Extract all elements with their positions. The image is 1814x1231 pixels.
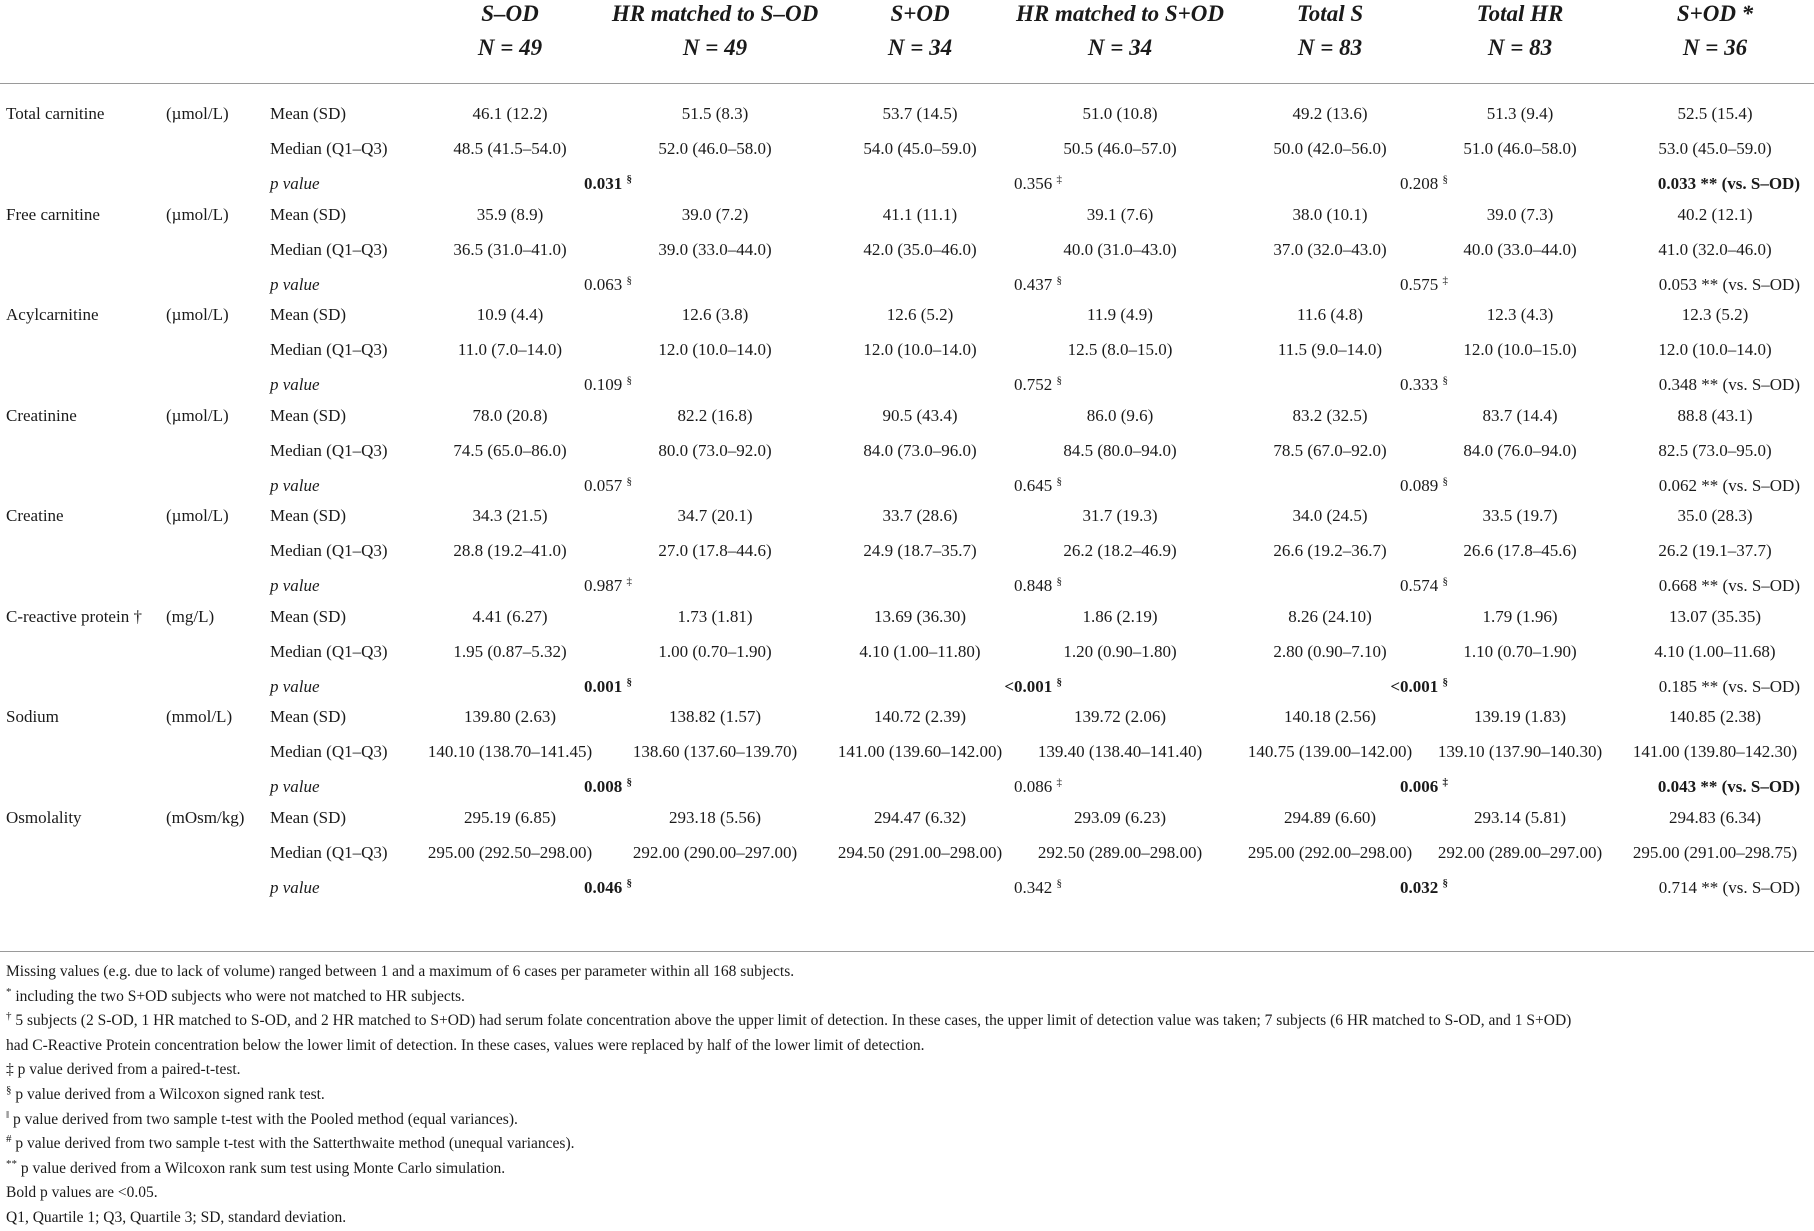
footnote-text: p value derived from a Wilcoxon signed rank test. <box>11 1085 325 1103</box>
p-value: 0.356 <box>1014 174 1053 193</box>
mean-sd-cell: 33.5 (19.7) <box>1482 506 1558 525</box>
mean-sd-cell: 39.0 (7.3) <box>1486 204 1554 224</box>
median-iqr-cell: 50.0 (42.0–56.0) <box>1273 139 1387 158</box>
mean-sd-cell: 83.2 (32.5) <box>1292 405 1368 425</box>
stat-label: Mean (SD) <box>270 104 347 123</box>
mean-sd-cell: 10.9 (4.4) <box>476 305 544 324</box>
footnote-marker: ** <box>6 1157 17 1170</box>
median-iqr-cell: 139.10 (137.90–140.30) <box>1437 742 1603 761</box>
column-name: Total S <box>1296 1 1364 26</box>
mean-sd-cell: 4.41 (6.27) <box>472 606 548 626</box>
median-iqr-cell: 1.10 (0.70–1.90) <box>1463 641 1577 661</box>
test-marker: § <box>1442 474 1448 487</box>
mean-sd-cell: 88.8 (43.1) <box>1677 405 1753 425</box>
test-marker: § <box>1056 575 1062 588</box>
test-marker: § <box>1442 173 1448 186</box>
table-row <box>0 433 1814 468</box>
p-value: 0.046 <box>584 877 623 897</box>
stat-label: Mean (SD) <box>270 807 347 827</box>
p-value: 0.086 <box>1014 777 1053 796</box>
mean-sd-cell: 49.2 (13.6) <box>1292 104 1368 123</box>
p-value-cell <box>1014 870 1062 905</box>
parameter-unit: (µmol/L) <box>166 204 229 224</box>
stat-label: Median (Q1–Q3) <box>270 541 388 560</box>
test-marker: § <box>1442 575 1448 588</box>
median-iqr-cell: 11.5 (9.0–14.0) <box>1277 340 1383 359</box>
parameter-unit: (mmol/L) <box>166 707 233 726</box>
footnote-text: had C-Reactive Protein concentration below the lower limit of detection. In these cases, values were replaced by half of the lower limit of detection. <box>6 1036 925 1054</box>
median-iqr-cell: 74.5 (65.0–86.0) <box>453 440 567 460</box>
column-name: S+OD <box>890 1 950 26</box>
footnote <box>6 1009 1806 1034</box>
table-row <box>0 96 1814 131</box>
mean-sd-cell: 38.0 (10.1) <box>1292 204 1368 224</box>
mean-sd-cell: 11.9 (4.9) <box>1087 305 1153 324</box>
stat-label: p value <box>270 676 320 696</box>
median-iqr-cell: 54.0 (45.0–59.0) <box>863 139 977 158</box>
header-rule <box>0 83 1814 84</box>
median-iqr-cell: 50.5 (46.0–57.0) <box>1063 139 1177 158</box>
table-row <box>0 332 1814 367</box>
mean-sd-cell: 34.3 (21.5) <box>472 506 548 525</box>
p-value: <0.001 <box>1390 676 1439 696</box>
median-iqr-cell: 41.0 (32.0–46.0) <box>1658 239 1772 259</box>
mean-sd-cell: 140.85 (2.38) <box>1668 707 1762 726</box>
mean-sd-cell: 82.2 (16.8) <box>677 405 753 425</box>
median-iqr-cell: 11.0 (7.0–14.0) <box>457 340 563 359</box>
mean-sd-cell: 39.0 (7.2) <box>681 204 749 224</box>
column-name: HR matched to S–OD <box>611 1 819 26</box>
parameter-name: Acylcarnitine <box>6 305 99 324</box>
footnote-marker: # <box>6 1133 12 1145</box>
table-row <box>0 297 1814 332</box>
column-name: S+OD * <box>1676 1 1754 26</box>
median-iqr-cell: 12.5 (8.0–15.0) <box>1067 340 1173 359</box>
parameter-name: Creatinine <box>6 405 77 425</box>
mean-sd-cell: 295.19 (6.85) <box>463 807 557 827</box>
footnote <box>6 1083 1806 1108</box>
footnote-text: p value derived from a Wilcoxon rank sum test using Monte Carlo simulation. <box>17 1159 506 1177</box>
table-row <box>0 232 1814 267</box>
parameter-name: Sodium <box>6 707 59 726</box>
mean-sd-cell: 35.0 (28.3) <box>1677 506 1753 525</box>
stat-label: Mean (SD) <box>270 204 347 224</box>
p-value: 0.185 ** (vs. S–OD) <box>1658 676 1800 696</box>
test-marker: § <box>1442 675 1448 688</box>
mean-sd-cell: 293.14 (5.81) <box>1473 807 1567 827</box>
median-iqr-cell: 295.00 (292.00–298.00) <box>1247 842 1413 862</box>
stat-label: Mean (SD) <box>270 506 347 525</box>
mean-sd-cell: 293.09 (6.23) <box>1073 807 1167 827</box>
median-iqr-cell: 139.40 (138.40–141.40) <box>1037 742 1203 761</box>
mean-sd-cell: 33.7 (28.6) <box>882 506 958 525</box>
median-iqr-cell: 84.0 (73.0–96.0) <box>863 440 977 460</box>
p-value: 0.752 <box>1014 375 1053 394</box>
table-row <box>0 197 1814 232</box>
median-iqr-cell: 84.5 (80.0–94.0) <box>1063 440 1177 460</box>
table-row <box>0 634 1814 669</box>
stat-label: Median (Q1–Q3) <box>270 742 388 761</box>
mean-sd-cell: 78.0 (20.8) <box>472 405 548 425</box>
mean-sd-cell: 39.1 (7.6) <box>1086 204 1154 224</box>
test-marker: § <box>626 474 632 487</box>
p-value: 0.987 <box>584 576 623 595</box>
stat-label: Median (Q1–Q3) <box>270 340 388 359</box>
stat-label: Mean (SD) <box>270 305 347 324</box>
mean-sd-cell: 11.6 (4.8) <box>1297 305 1363 324</box>
mean-sd-cell: 51.3 (9.4) <box>1486 104 1554 123</box>
median-iqr-cell: 78.5 (67.0–92.0) <box>1273 440 1387 460</box>
table-row <box>0 699 1814 734</box>
p-value: 0.333 <box>1400 375 1439 394</box>
parameter-name: Osmolality <box>6 807 82 827</box>
footnote-text: Bold p values are <0.05. <box>6 1184 158 1202</box>
test-marker: § <box>626 374 632 387</box>
median-iqr-cell: 53.0 (45.0–59.0) <box>1658 139 1772 158</box>
median-iqr-cell: 1.00 (0.70–1.90) <box>658 641 772 661</box>
test-marker: § <box>626 273 632 286</box>
column-header <box>985 0 1255 65</box>
mean-sd-cell: 12.3 (5.2) <box>1681 305 1749 324</box>
mean-sd-cell: 1.79 (1.96) <box>1482 606 1558 626</box>
median-iqr-cell: 138.60 (137.60–139.70) <box>632 742 798 761</box>
p-value: 0.053 ** (vs. S–OD) <box>1658 274 1800 294</box>
median-iqr-cell: 84.0 (76.0–94.0) <box>1463 440 1577 460</box>
p-value: 0.062 ** (vs. S–OD) <box>1658 475 1800 495</box>
footnote <box>6 1157 1806 1182</box>
column-header <box>1595 0 1814 65</box>
p-value: 0.848 <box>1014 576 1053 595</box>
median-iqr-cell: 40.0 (33.0–44.0) <box>1463 239 1577 259</box>
column-n: N = 49 <box>682 35 748 60</box>
median-iqr-cell: 292.00 (290.00–297.00) <box>632 842 798 862</box>
median-iqr-cell: 2.80 (0.90–7.10) <box>1273 641 1387 661</box>
p-value: 0.714 ** (vs. S–OD) <box>1658 877 1800 897</box>
median-iqr-cell: 12.0 (10.0–14.0) <box>863 340 977 359</box>
footnote <box>6 960 1806 985</box>
p-value: 0.342 <box>1014 877 1053 897</box>
footnote <box>6 1132 1806 1157</box>
p-value: 0.208 <box>1400 174 1439 193</box>
median-iqr-cell: 40.0 (31.0–43.0) <box>1063 239 1177 259</box>
stat-label: Mean (SD) <box>270 707 347 726</box>
p-value: 0.063 <box>584 274 623 294</box>
mean-sd-cell: 35.9 (8.9) <box>476 204 544 224</box>
stat-label: p value <box>270 174 320 193</box>
median-iqr-cell: 82.5 (73.0–95.0) <box>1658 440 1772 460</box>
parameter-name: Total carnitine <box>6 104 105 123</box>
test-marker: § <box>1442 374 1448 387</box>
mean-sd-cell: 13.07 (35.35) <box>1668 606 1762 626</box>
parameter-unit: (mOsm/kg) <box>166 807 245 827</box>
mean-sd-cell: 40.2 (12.1) <box>1677 204 1753 224</box>
p-value-cell <box>1400 870 1448 905</box>
test-marker: § <box>626 675 632 688</box>
test-marker: § <box>1056 675 1062 688</box>
stat-label: Median (Q1–Q3) <box>270 842 388 862</box>
median-iqr-cell: 141.00 (139.60–142.00) <box>837 742 1003 761</box>
p-value: 0.645 <box>1014 475 1053 495</box>
median-iqr-cell: 12.0 (10.0–14.0) <box>658 340 772 359</box>
median-iqr-cell: 39.0 (33.0–44.0) <box>658 239 772 259</box>
test-marker: § <box>1056 374 1062 387</box>
mean-sd-cell: 1.73 (1.81) <box>677 606 753 626</box>
p-value: 0.057 <box>584 475 623 495</box>
median-iqr-cell: 295.00 (292.50–298.00) <box>427 842 593 862</box>
median-iqr-cell: 140.10 (138.70–141.45) <box>427 742 593 761</box>
test-marker: § <box>626 876 632 889</box>
stat-label: Mean (SD) <box>270 405 347 425</box>
parameter-name: Free carnitine <box>6 204 100 224</box>
stat-label: Median (Q1–Q3) <box>270 239 388 259</box>
test-marker: § <box>626 776 632 789</box>
mean-sd-cell: 12.6 (5.2) <box>886 305 954 324</box>
test-marker: § <box>1056 273 1062 286</box>
median-iqr-cell: 1.20 (0.90–1.80) <box>1063 641 1177 661</box>
table-row <box>0 800 1814 835</box>
column-n: N = 49 <box>477 35 543 60</box>
median-iqr-cell: 294.50 (291.00–298.00) <box>837 842 1003 862</box>
mean-sd-cell: 293.18 (5.56) <box>668 807 762 827</box>
table-row <box>0 870 1814 905</box>
stat-label: p value <box>270 576 320 595</box>
mean-sd-cell: 83.7 (14.4) <box>1482 405 1558 425</box>
median-iqr-cell: 24.9 (18.7–35.7) <box>863 541 977 560</box>
parameter-unit: (µmol/L) <box>166 305 229 324</box>
mean-sd-cell: 31.7 (19.3) <box>1082 506 1158 525</box>
footnote <box>6 1108 1806 1133</box>
table-row <box>0 835 1814 870</box>
p-value: 0.668 ** (vs. S–OD) <box>1658 576 1800 595</box>
parameter-name: Creatine <box>6 506 64 525</box>
column-name: HR matched to S+OD <box>1016 1 1224 26</box>
mean-sd-cell: 139.19 (1.83) <box>1473 707 1567 726</box>
median-iqr-cell: 4.10 (1.00–11.68) <box>1654 641 1776 661</box>
mean-sd-cell: 34.0 (24.5) <box>1292 506 1368 525</box>
median-iqr-cell: 37.0 (32.0–43.0) <box>1273 239 1387 259</box>
stat-label: Mean (SD) <box>270 606 347 626</box>
mean-sd-cell: 12.6 (3.8) <box>681 305 749 324</box>
stat-label: p value <box>270 777 320 796</box>
footnote <box>6 1058 1806 1083</box>
parameter-unit: (µmol/L) <box>166 405 229 425</box>
p-value-cell <box>1659 870 1800 905</box>
p-value: 0.032 <box>1400 877 1439 897</box>
footnote-text: ‡ p value derived from a paired-t-test. <box>6 1061 241 1079</box>
table-header <box>0 0 1814 80</box>
footnote <box>6 1181 1806 1206</box>
test-marker: § <box>1442 876 1448 889</box>
test-marker: ‡ <box>1056 173 1062 186</box>
table-row <box>0 398 1814 433</box>
stat-label: Median (Q1–Q3) <box>270 641 388 661</box>
mean-sd-cell: 294.83 (6.34) <box>1668 807 1762 827</box>
footnote-text: Missing values (e.g. due to lack of volume) ranged between 1 and a maximum of 6 cases per parameter within all 168 subjects. <box>6 963 795 980</box>
parameter-unit: (µmol/L) <box>166 506 229 525</box>
mean-sd-cell: 139.72 (2.06) <box>1073 707 1167 726</box>
footnote <box>6 1034 1806 1059</box>
median-iqr-cell: 26.2 (18.2–46.9) <box>1063 541 1177 560</box>
median-iqr-cell: 140.75 (139.00–142.00) <box>1247 742 1413 761</box>
p-value: 0.008 <box>584 777 623 796</box>
column-n: N = 34 <box>887 35 953 60</box>
p-value: 0.043 ** (vs. S–OD) <box>1657 777 1800 796</box>
parameter-name: C-reactive protein † <box>6 606 142 626</box>
mean-sd-cell: 53.7 (14.5) <box>882 104 958 123</box>
p-value: 0.109 <box>584 375 623 394</box>
column-name: Total HR <box>1476 1 1564 26</box>
mean-sd-cell: 90.5 (43.4) <box>882 405 958 425</box>
footnote-marker: † <box>6 1010 12 1023</box>
footnote <box>6 985 1806 1010</box>
footnote-marker: § <box>6 1083 12 1096</box>
mean-sd-cell: 52.5 (15.4) <box>1677 104 1753 123</box>
column-n: N = 34 <box>1087 35 1153 60</box>
test-marker: § <box>1056 876 1062 889</box>
mean-sd-cell: 140.72 (2.39) <box>873 707 967 726</box>
median-iqr-cell: 292.00 (289.00–297.00) <box>1437 842 1603 862</box>
stat-label: p value <box>270 877 320 897</box>
footnote-text: 5 subjects (2 S-OD, 1 HR matched to S-OD, and 2 HR matched to S+OD) had serum folate concentration above the upper limit of detection. In these cases, the upper limit of detection value was taken; 7 subjects (6 HR matched to S-OD, and 1 S+OD) <box>11 1012 1572 1030</box>
test-marker: § <box>626 173 632 186</box>
footnote-text: p value derived from two sample t-test with the Satterthwaite method (unequal variances). <box>11 1135 575 1153</box>
mean-sd-cell: 41.1 (11.1) <box>882 204 958 224</box>
p-value: 0.437 <box>1014 274 1053 294</box>
mean-sd-cell: 140.18 (2.56) <box>1283 707 1377 726</box>
median-iqr-cell: 48.5 (41.5–54.0) <box>453 139 567 158</box>
stat-label: p value <box>270 475 320 495</box>
table-row <box>0 131 1814 166</box>
column-name: S–OD <box>481 1 539 26</box>
table-row <box>0 599 1814 634</box>
mean-sd-cell: 51.5 (8.3) <box>681 104 749 123</box>
table-footnotes <box>6 960 1806 1231</box>
p-value: 0.574 <box>1400 576 1439 595</box>
footnote-text: p value derived from two sample t-test with the Pooled method (equal variances). <box>9 1110 518 1128</box>
stat-label: Median (Q1–Q3) <box>270 139 388 158</box>
test-marker: ‡ <box>1442 776 1448 789</box>
mean-sd-cell: 1.86 (2.19) <box>1082 606 1158 626</box>
mean-sd-cell: 34.7 (20.1) <box>677 506 753 525</box>
column-n: N = 83 <box>1487 35 1553 60</box>
median-iqr-cell: 12.0 (10.0–14.0) <box>1658 340 1772 359</box>
median-iqr-cell: 52.0 (46.0–58.0) <box>658 139 772 158</box>
median-iqr-cell: 28.8 (19.2–41.0) <box>453 541 567 560</box>
stat-label: p value <box>270 375 320 394</box>
p-value: 0.001 <box>584 676 623 696</box>
test-marker: § <box>1056 474 1062 487</box>
column-n: N = 83 <box>1297 35 1363 60</box>
median-iqr-cell: 36.5 (31.0–41.0) <box>453 239 567 259</box>
footnote-marker: ‖ <box>6 1108 10 1121</box>
median-iqr-cell: 26.6 (19.2–36.7) <box>1273 541 1387 560</box>
mean-sd-cell: 12.3 (4.3) <box>1486 305 1554 324</box>
median-iqr-cell: 51.0 (46.0–58.0) <box>1463 139 1577 158</box>
p-value: 0.033 ** (vs. S–OD) <box>1657 174 1800 193</box>
stat-label: p value <box>270 274 320 294</box>
mean-sd-cell: 46.1 (12.2) <box>472 104 548 123</box>
p-value: <0.001 <box>1004 676 1053 696</box>
median-iqr-cell: 26.2 (19.1–37.7) <box>1658 541 1772 560</box>
median-iqr-cell: 141.00 (139.80–142.30) <box>1632 742 1798 761</box>
column-header <box>1220 0 1440 65</box>
p-value: 0.575 <box>1400 274 1439 294</box>
test-marker: ‡ <box>626 575 632 588</box>
mean-sd-cell: 138.82 (1.57) <box>668 707 762 726</box>
mean-sd-cell: 8.26 (24.10) <box>1288 606 1372 626</box>
mean-sd-cell: 86.0 (9.6) <box>1086 405 1154 425</box>
mean-sd-cell: 51.0 (10.8) <box>1082 104 1158 123</box>
mean-sd-cell: 294.47 (6.32) <box>873 807 967 827</box>
median-iqr-cell: 1.95 (0.87–5.32) <box>453 641 567 661</box>
median-iqr-cell: 80.0 (73.0–92.0) <box>658 440 772 460</box>
footnote-marker: * <box>6 985 12 998</box>
median-iqr-cell: 295.00 (291.00–298.75) <box>1632 842 1798 862</box>
median-iqr-cell: 42.0 (35.0–46.0) <box>863 239 977 259</box>
p-value-cell <box>584 870 632 905</box>
p-value: 0.006 <box>1400 777 1439 796</box>
test-marker: ‡ <box>1056 776 1062 789</box>
median-iqr-cell: 26.6 (17.8–45.6) <box>1463 541 1577 560</box>
table-row <box>0 734 1814 769</box>
test-marker: ‡ <box>1442 273 1448 286</box>
median-iqr-cell: 292.50 (289.00–298.00) <box>1037 842 1203 862</box>
p-value: 0.348 ** (vs. S–OD) <box>1658 375 1800 394</box>
median-iqr-cell: 12.0 (10.0–15.0) <box>1463 340 1577 359</box>
median-iqr-cell: 27.0 (17.8–44.6) <box>658 541 772 560</box>
mean-sd-cell: 139.80 (2.63) <box>463 707 557 726</box>
table-row <box>0 498 1814 533</box>
median-iqr-cell: 4.10 (1.00–11.80) <box>859 641 981 661</box>
mean-sd-cell: 294.89 (6.60) <box>1283 807 1377 827</box>
p-value: 0.031 <box>584 174 623 193</box>
parameter-unit: (mg/L) <box>166 606 215 626</box>
p-value: 0.089 <box>1400 475 1439 495</box>
stat-label: Median (Q1–Q3) <box>270 440 388 460</box>
column-n: N = 36 <box>1682 35 1748 60</box>
footnote-text: including the two S+OD subjects who were not matched to HR subjects. <box>11 987 465 1005</box>
table-row <box>0 533 1814 568</box>
table-bottom-rule <box>0 951 1814 952</box>
footnote-text: Q1, Quartile 1; Q3, Quartile 3; SD, standard deviation. <box>6 1208 347 1226</box>
mean-sd-cell: 13.69 (36.30) <box>873 606 967 626</box>
parameter-unit: (µmol/L) <box>166 104 229 123</box>
footnote <box>6 1206 1806 1231</box>
